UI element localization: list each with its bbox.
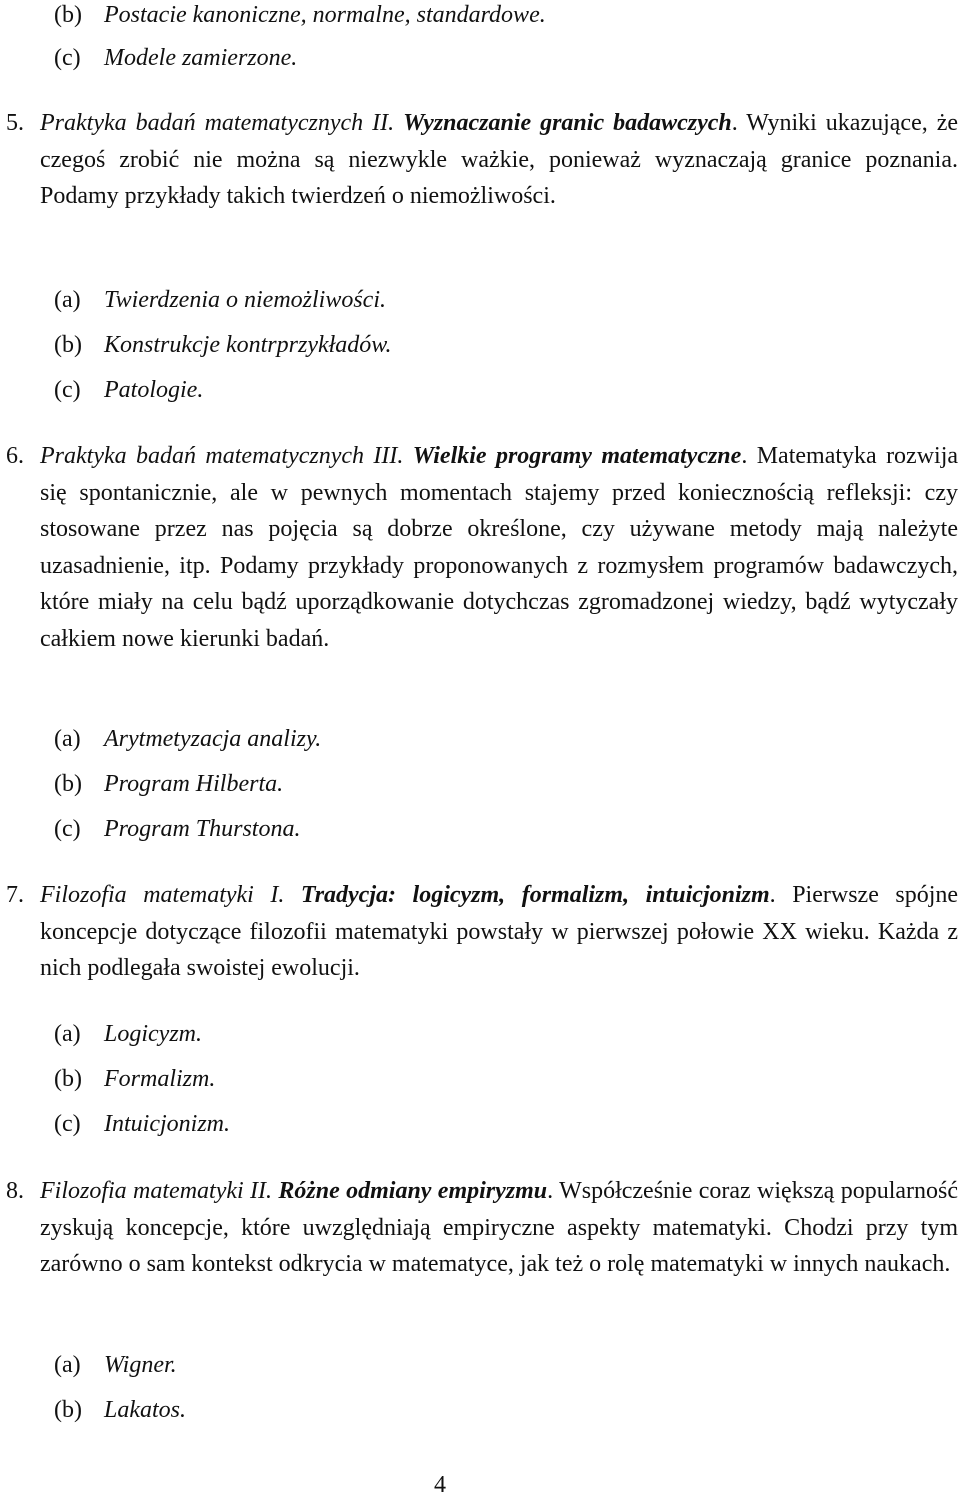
section-paragraph: Praktyka badań matematycznych II. Wyznaczanie granic badawczych. Wyniki ukazujące, że czegoś zrobić nie można są niezwykle ważkie, ponieważ wyznaczają granice poznania. Podamy przykłady takich twierdzeń o niemożliwości.	[40, 110, 959, 209]
section-5	[0, 105, 958, 215]
section-title: Filozofia matematyki I.	[40, 882, 285, 908]
list-item-label: (a)	[54, 726, 81, 752]
list-item-text: Formalizm.	[104, 1066, 216, 1092]
list-item-label: (c)	[54, 377, 81, 403]
list-item-text: Konstrukcje kontrprzykładów.	[104, 332, 392, 358]
list-item	[54, 285, 934, 315]
list-item-text: Lakatos.	[104, 1397, 187, 1423]
list-item-label: (b)	[54, 2, 82, 28]
section-heading: Wyznaczanie granic badawczych	[403, 110, 732, 136]
list-item	[54, 1350, 934, 1380]
list-item	[54, 0, 934, 30]
list-item	[54, 330, 934, 360]
list-item-label: (c)	[54, 45, 81, 71]
list-item-text: Postacie kanoniczne, normalne, standardowe.	[104, 2, 546, 28]
section-8	[0, 1173, 958, 1283]
section-paragraph: Praktyka badań matematycznych III. Wielkie programy matematyczne. Matematyka rozwija się spontanicznie, ale w pewnych momentach stajemy przed koniecznością refleksji: czy stosowane przez nas pojęcia są dobrze określone, czy używane metody mają należyte uzasadnienie, itp. Podamy przykłady proponowanych z rozmysłem programów badawczych, które miały na celu bądź uporządkowanie dotychczas zgromadzonej wiedzy, bądź wytyczały całkiem nowe kierunki badań.	[40, 443, 959, 652]
section-6	[0, 438, 958, 657]
section-body: Wyniki ukazujące, że czegoś zrobić nie można są niezwykle ważkie, ponieważ wyznaczają granice poznania. Podamy przykłady takich twierdzeń o niemożliwości.	[40, 110, 959, 209]
section-title: Filozofia matematyki II.	[40, 1178, 273, 1204]
list-item-label: (b)	[54, 1066, 82, 1092]
section-heading: Wielkie programy matematyczne	[412, 443, 742, 469]
list-item	[54, 1109, 934, 1139]
list-item-text: Arytmetyzacja analizy.	[104, 726, 322, 752]
list-item-text: Program Thurstona.	[104, 816, 301, 842]
list-item-text: Wigner.	[104, 1352, 177, 1378]
list-item-text: Patologie.	[104, 377, 204, 403]
list-item-text: Intuicjonizm.	[104, 1111, 230, 1137]
list-item-text: Program Hilberta.	[104, 771, 284, 797]
list-item-label: (b)	[54, 332, 82, 358]
section-number: 7.	[6, 882, 24, 908]
list-item-label: (b)	[54, 1397, 82, 1423]
page-number: 4	[434, 1472, 446, 1498]
list-item-text: Modele zamierzone.	[104, 45, 298, 71]
section-number: 6.	[6, 443, 24, 469]
section-heading: Różne odmiany empiryzmu	[278, 1178, 548, 1204]
list-item-label: (c)	[54, 1111, 81, 1137]
section-title: Praktyka badań matematycznych II.	[40, 110, 395, 136]
list-item-text: Twierdzenia o niemożliwości.	[104, 287, 386, 313]
list-item	[54, 375, 934, 405]
list-item-label: (c)	[54, 816, 81, 842]
list-item	[54, 814, 934, 844]
list-item-label: (a)	[54, 287, 81, 313]
section-7	[0, 877, 958, 987]
section-title: Praktyka badań matematycznych III.	[40, 443, 404, 469]
section-number: 5.	[6, 110, 24, 136]
list-item	[54, 1395, 934, 1425]
section-paragraph: Filozofia matematyki II. Różne odmiany empiryzmu. Współcześnie coraz większą popularność zyskują koncepcje, które uwzględniają empiryczne aspekty matematyki. Chodzi przy tym zarówno o sam kontekst odkrycia w matematyce, jak też o rolę matematyki w innych naukach.	[40, 1178, 959, 1277]
list-item-label: (a)	[54, 1352, 81, 1378]
list-item-text: Logicyzm.	[104, 1021, 202, 1047]
list-item-label: (a)	[54, 1021, 81, 1047]
list-item-label: (b)	[54, 771, 82, 797]
section-body: Współcześnie coraz większą popularność zyskują koncepcje, które uwzględniają empiryczne aspekty matematyki. Chodzi przy tym zarówno o sam kontekst odkrycia w matematyce, jak też o rolę matematyki w innych naukach.	[40, 1178, 959, 1277]
list-item	[54, 724, 934, 754]
list-item	[54, 1019, 934, 1049]
list-item	[54, 769, 934, 799]
list-item	[54, 1064, 934, 1094]
list-item	[54, 43, 934, 73]
section-number: 8.	[6, 1178, 24, 1204]
section-paragraph: Filozofia matematyki I. Tradycja: logicyzm, formalizm, intuicjonizm. Pierwsze spójne koncepcje dotyczące filozofii matematyki powstały w pierwszej połowie XX wieku. Każda z nich podlegała swoistej ewolucji.	[40, 882, 959, 981]
section-body: Matematyka rozwija się spontanicznie, ale w pewnych momentach stajemy przed koniecznością refleksji: czy stosowane przez nas pojęcia są dobrze określone, czy używane metody mają należyte uzasadnienie, itp. Podamy przykłady proponowanych z rozmysłem programów badawczych, które miały na celu bądź uporządkowanie dotychczas zgromadzonej wiedzy, bądź wytyczały całkiem nowe kierunki badań.	[40, 443, 959, 652]
section-body: Pierwsze spójne koncepcje dotyczące filozofii matematyki powstały w pierwszej połowie XX wieku. Każda z nich podlegała swoistej ewolucji.	[40, 882, 959, 981]
section-heading: Tradycja: logicyzm, formalizm, intuicjonizm	[300, 882, 770, 908]
